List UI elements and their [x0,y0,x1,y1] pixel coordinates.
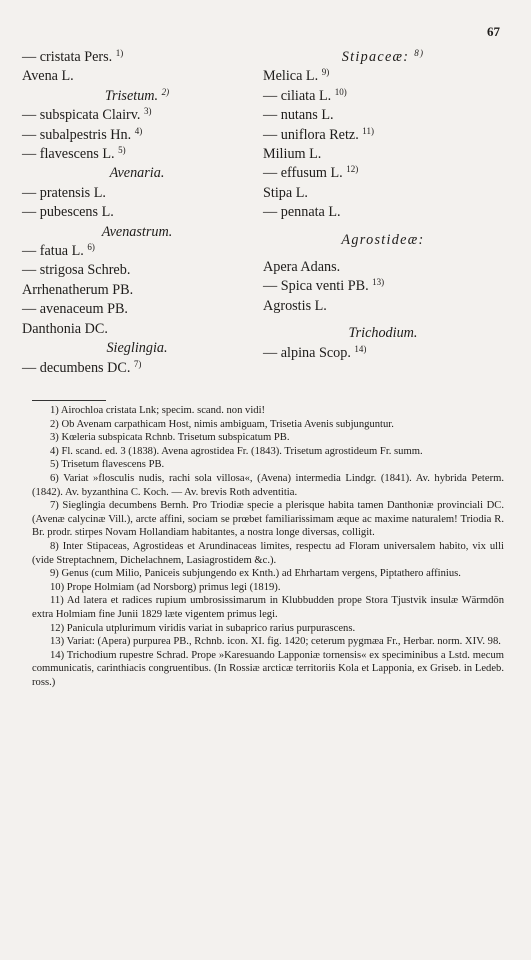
entry-text: — ciliata L. [263,87,332,104]
entry-text: — cristata Pers. [22,49,113,65]
species-entry [22,48,252,67]
entry-text: — pratensis L. [22,184,106,201]
genus-entry [263,145,503,164]
entry-text: — pubescens L. [22,204,114,221]
entry-text: — pennata L. [263,204,341,221]
species-entry [22,359,252,378]
section-heading [22,339,252,358]
entry-text: — flavescens L. [22,146,115,163]
entry-text: Stipaceæ: [341,49,410,65]
footnote: 4) Fl. scand. ed. 3 (1838). Avena agrostidea Fr. (1843). Trisetum agrostideum Fr. summ. [50,445,423,457]
species-entry [22,242,252,261]
section-heading [22,87,252,106]
footnote: 11) Ad latera et radices rupium umbrosissimarum in Klubbudden prope Stora Tjustvik insulæ Wärmdön extra Holmiam fine Junii 1829 læte vigentem primus legi. [32,595,504,620]
section-heading [263,231,503,250]
entry-text: Melica L. [263,68,319,85]
footnote-ref: 4) [134,125,143,136]
section-heading [22,164,252,183]
footnote: 1) Airochloa cristata Lnk; specim. scand. non vidi! [50,405,266,416]
entry-text: Avena L. [22,68,74,85]
species-entry [22,126,252,145]
species-entry [22,145,252,164]
footnote-ref: 12) [346,164,359,175]
entry-text: Agrostideæ: [341,231,425,248]
footnote: 13) Variat: (Apera) purpurea PB., Rchnb. icon. XI. fig. 1420; ceterum pygmæa Fr., Herbar. norm. XIV. 98. [50,636,501,648]
genus-entry [263,297,503,316]
genus-entry [22,67,252,86]
entry-text: — alpina Scop. [263,344,351,361]
footnote-ref: 3) [144,106,152,117]
genus-entry [263,258,503,277]
footnote-ref: 2) [161,86,170,97]
footnote: 5) Trisetum flavescens PB. [50,459,165,471]
genus-entry [263,67,503,86]
entry-text: Trichodium. [348,325,418,342]
entry-text: Avenastrum. [101,223,173,240]
genus-entry [263,184,503,203]
footnote: 12) Panicula utplurimum viridis variat in subaprico rarius purpurascens. [50,622,356,634]
species-entry [263,126,503,145]
footnote: 6) Variat »flosculis nudis, rachi sola villosa«, (Avena) intermedia Lindgr. (1841). Av. hybrida Peterm. (1842). Av. byzanthina C. Koch. — Av. brevis Roth adventitia. [32,472,504,498]
species-entry [22,203,252,222]
footnote-ref: 7) [133,358,142,369]
section-heading [263,324,503,343]
footnote: 10) Prope Holmiam (ad Norsborg) primus legi (1819). [50,581,281,593]
entry-text: Sieglingia. [106,340,168,357]
entry-text: Agrostis L. [263,297,327,314]
footnote: 7) Sieglingia decumbens Bernh. Pro Triodiæ specie a plerisque habita tamen Danthoniæ provinciali DC. (Avenæ calycinæ Vill.), arcte affini, sociam se prœbet familiarissimam æque ac maxime naturalem! Triodia R. Br. prodr. stirpes Novam Hollandiam habitantes, a nostra longe diversas, colligit. [32,500,504,539]
footnote-ref: 14) [354,343,367,354]
footnote-separator-rule [32,400,106,401]
footnote: 9) Genus (cum Milio, Paniceis subjungendo ex Knth.) ad Ehrhartam vergens, Piptathero affinius. [50,568,461,580]
entry-text: Milium L. [263,146,322,163]
footnote: 8) Inter Stipaceas, Agrostideas et Arundinaceas limites, respectu ad Floram universalem habito, vix ulli (vide Streptachnem, Dichelachnem, Lasiagrostidem &c.). [32,540,504,566]
entry-text: — nutans L. [263,107,334,124]
column-spacer [263,316,503,324]
entry-text: — Spica venti PB. [263,278,369,295]
species-entry [22,261,252,280]
entry-text: — uniflora Retz. [263,126,359,143]
entry-text: — effusum L. [263,165,343,182]
footnotes [32,404,504,689]
species-entry [22,106,252,125]
species-entry [263,87,503,106]
footnote-ref: 9) [321,67,330,78]
footnote: 2) Ob Avenam carpathicam Host, nimis ambiguam, Trisetia Avenis subjunguntur. [50,418,394,430]
species-entry [263,277,503,296]
section-heading [263,48,503,67]
entry-text: Avenaria. [109,165,165,182]
species-entry [263,344,503,363]
entry-text: — subalpestris Hn. [22,126,132,143]
footnote-ref: 10) [334,86,347,97]
genus-entry [22,281,252,300]
entry-text: — strigosa Schreb. [22,262,131,279]
species-entry [22,300,252,319]
column-spacer [263,250,503,258]
species-list-left-column [22,48,252,378]
page-number: 67 [487,24,500,39]
entry-text: Trisetum. [104,87,159,104]
species-entry [263,164,503,183]
column-spacer [263,223,503,231]
entry-text: Danthonia DC. [22,320,108,337]
footnote-ref: 6) [87,242,95,253]
footnote-ref: 5) [118,145,126,156]
footnote-ref: 8) [414,48,425,58]
footnote: 3) Kœleria subspicata Rchnb. Trisetum subspicatum PB. [50,432,290,444]
species-entry [263,203,503,222]
entry-text: — subspicata Clairv. [22,107,141,124]
entry-text: Stipa L. [263,184,308,201]
species-list-right-column [263,48,503,363]
section-heading [22,223,252,242]
footnote: 14) Trichodium rupestre Schrad. Prope »Karesuando Lapponiæ tornensis« ex speciminibus a Lstd. mecum communicatis, carinthiacis congruentibus. (In Rossiæ arcticæ territoriis Kola et Lapponia, ex Griseb. in Ledeb. ross.) [32,649,504,688]
entry-text: — decumbens DC. [22,359,131,376]
entry-text: Arrhenatherum PB. [22,281,134,298]
species-entry [22,184,252,203]
footnote-ref: 13) [372,277,385,288]
genus-entry [22,320,252,339]
footnote-ref: 1) [115,48,124,58]
species-entry [263,106,503,125]
footnote-ref: 11) [362,125,374,136]
entry-text: — fatua L. [22,243,84,260]
entry-text: Apera Adans. [263,259,341,276]
entry-text: — avenaceum PB. [22,301,128,318]
